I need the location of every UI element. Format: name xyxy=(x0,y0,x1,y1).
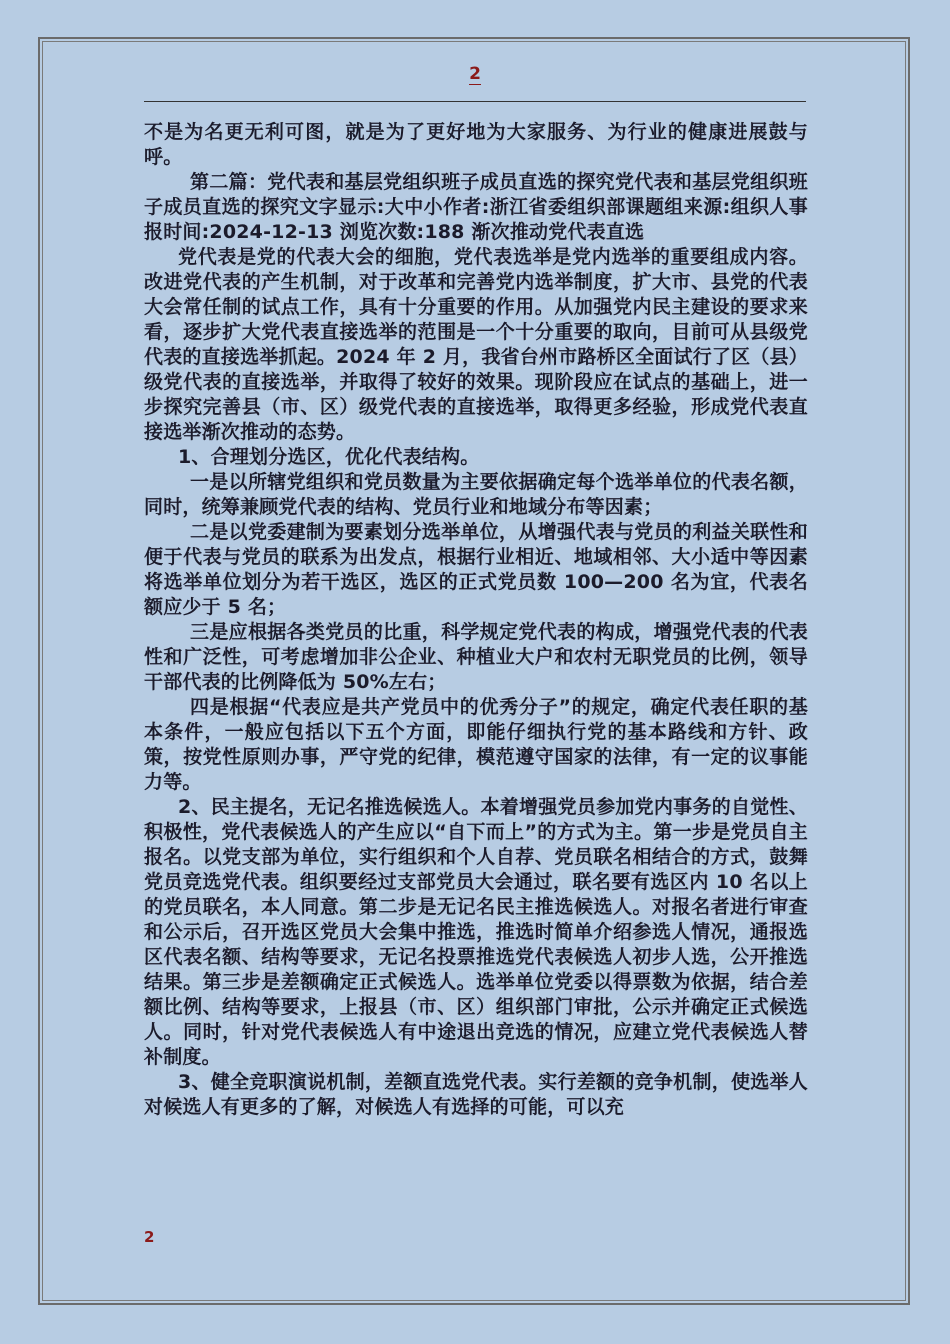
paragraph-point-1: 一是以所辖党组织和党员数量为主要依据确定每个选举单位的代表名额，同时，统筹兼顾党代表的结构、党员行业和地域分布等因素； xyxy=(144,471,808,518)
paragraph-body: 党代表是党的代表大会的细胞，党代表选举是党内选举的重要组成内容。改进党代表的产生机制，对于改革和完善党内选举制度，扩大市、县党的代表大会常任制的试点工作，具有十分重要的作用。从加强党内民主建设的要求来看，逐步扩大党代表直接选举的范围是一个十分重要的取向，目前可从县级党代表的直接选举抓起。2024 年 2 月，我省台州市路桥区全面试行了区（县）级党代表的直接选举，并取得了较好的效果。现阶段应在试点的基础上，进一步探究完善县（市、区）级党代表的直接选举，取得更多经验，形成党代表直接选举渐次推动的态势。 xyxy=(144,246,808,443)
header-page-number-text: 2 xyxy=(469,64,481,84)
paragraph-point-3: 三是应根据各类党员的比重，科学规定党代表的构成，增强党代表的代表性和广泛性，可考虑增加非公企业、种植业大户和农村无职党员的比例，领导干部代表的比例降低为 50%左右； xyxy=(144,621,808,693)
paragraph-section-2: 2、民主提名，无记名推选候选人。本着增强党员参加党内事务的自觉性、积极性，党代表候选人的产生应以“自下而上”的方式为主。第一步是党员自主报名。以党支部为单位，实行组织和个人自荐、党员联名相结合的方式，鼓舞党员竞选党代表。组织要经过支部党员大会通过，联名要有选区内 10 名以上的党员联名，本人同意。第二步是无记名民主推选候选人。对报名者进行审查和公示后，召开选区党员大会集中推选，推选时简单介绍参选人情况，通报选区代表名额、结构等要求，无记名投票推选党代表候选人初步人选，公开推选结果。第三步是差额确定正式候选人。选举单位党委以得票数为依据，结合差额比例、结构等要求，上报县（市、区）组织部门审批，公示并确定正式候选人。同时，针对党代表候选人有中途退出竞选的情况，应建立党代表候选人替补制度。 xyxy=(144,796,808,1068)
header-rule xyxy=(144,101,806,102)
paragraph-section-3: 3、健全竞职演说机制，差额直选党代表。实行差额的竞争机制，使选举人对候选人有更多的了解，对候选人有选择的可能，可以充 xyxy=(144,1071,808,1118)
header-page-number xyxy=(0,64,950,84)
paragraph-section-1-heading: 1、合理划分选区，优化代表结构。 xyxy=(178,446,480,468)
document-body xyxy=(144,120,808,1120)
paragraph-intro-continuation: 不是为名更无利可图，就是为了更好地为大家服务、为行业的健康进展鼓与呼。 xyxy=(144,121,808,168)
footer-page-number: 2 xyxy=(144,1228,155,1246)
paragraph-point-4: 四是根据“代表应是共产党员中的优秀分子”的规定，确定代表任职的基本条件，一般应包括以下五个方面，即能仔细执行党的基本路线和方针、政策，按党性原则办事，严守党的纪律，模范遵守国家的法律，有一定的议事能力等。 xyxy=(144,696,808,793)
paragraph-point-2: 二是以党委建制为要素划分选举单位，从增强代表与党员的利益关联性和便于代表与党员的联系为出发点，根据行业相近、地域相邻、大小适中等因素将选举单位划分为若干选区，选区的正式党员数 100—200 名为宜，代表名额应少于 5 名； xyxy=(144,521,808,618)
paragraph-article-heading: 第二篇：党代表和基层党组织班子成员直选的探究党代表和基层党组织班子成员直选的探究文字显示:大中小作者:浙江省委组织部课题组来源:组织人事报时间:2024-12-13 浏览次数:188 渐次推动党代表直选 xyxy=(144,171,808,243)
